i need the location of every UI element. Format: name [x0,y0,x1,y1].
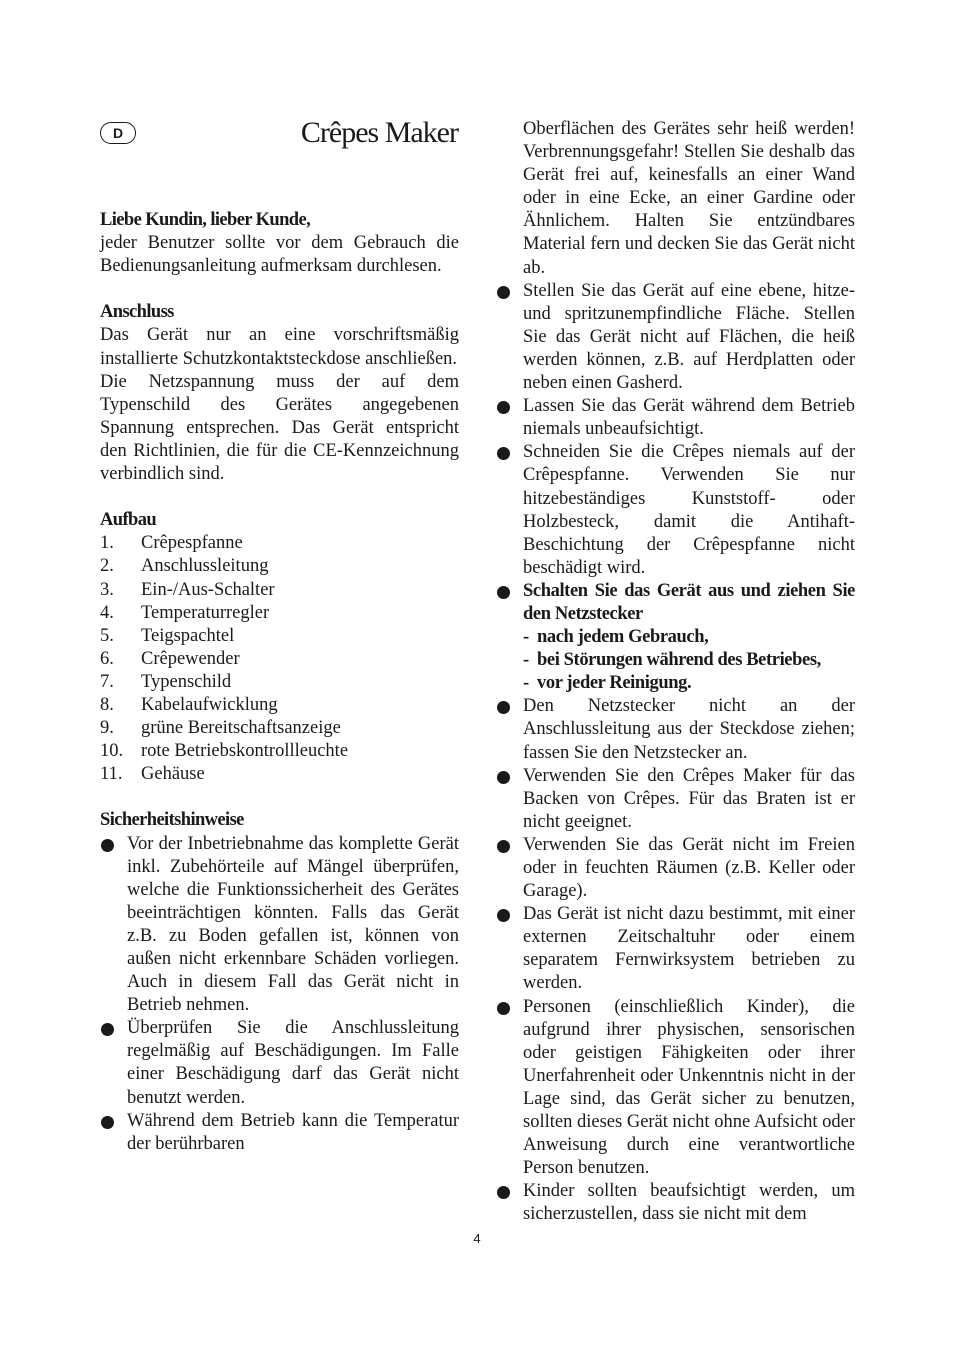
safety-item-unplug [496,580,855,695]
safety-item: Schneiden Sie die Crêpes niemals auf der Crêpespfanne. Verwenden Sie nur hitzebeständiges Kunststoff- oder Holzbesteck, damit die Antihaft-Beschichtung der Crêpespfanne nicht beschädigt wird. [496,441,855,580]
safety-list-continued [496,118,855,1227]
left-column [100,209,459,1156]
anschluss-paragraph: Die Netzspannung muss der auf dem Typenschild des Gerätes angegebenen Spannung entsprechen. Das Gerät entspricht den Richtlinien, die für die CE-Kennzeichnung verbindlich sind. [100,371,459,485]
page-number: 4 [473,1231,481,1246]
unplug-subitem: - vor jeder Reinigung. [523,673,692,694]
safety-item: Vor der Inbetriebnahme das komplette Gerät inkl. Zubehörteile auf Mängel überprüfen, welche die Funktionssicherheit des Gerätes beeinträchtigen könnten. Falls das Gerät z.B. zu Boden gefallen ist, können von außen nicht erkennbare Schäden vorliegen. Auch in diesem Fall das Gerät nicht in Betrieb nehmen. [100,833,459,1018]
parts-list-item: 1. Crêpespfanne [100,533,243,554]
parts-list-item: 2. Anschlussleitung [100,556,269,577]
safety-item: Den Netzstecker nicht an der Anschlussleitung aus der Steckdose ziehen; fassen Sie den Netzstecker an. [496,695,855,764]
anschluss-heading: Anschluss [100,302,174,323]
safety-item: Personen (einschließlich Kinder), die aufgrund ihrer physischen, sensorischen oder geistigen Fähigkeiten oder ihrer Unerfahrenheit oder Unkenntnis nicht in der Lage sind, das Gerät sicher zu benutzen, sollten dieses Gerät nicht ohne Aufsicht oder Anweisung durch eine verantwortliche Person benutzen. [496,996,855,1181]
safety-item: Das Gerät ist nicht dazu bestimmt, mit einer externen Zeitschaltuhr oder einem separatem Fernwirksystem betrieben zu werden. [496,903,855,995]
parts-list-item: 9. grüne Bereitschaftsanzeige [100,718,341,739]
greeting-heading: Liebe Kundin, lieber Kunde, [100,210,311,230]
parts-list-item: 8. Kabelaufwicklung [100,694,278,715]
parts-list-item: 3. Ein-/Aus-Schalter [100,579,275,600]
greeting-text: jeder Benutzer sollte vor dem Gebrauch die Bedienungsanleitung aufmerksam durchlesen. [100,233,459,277]
page-title: Crêpes Maker [300,116,458,149]
safety-item: Während dem Betrieb kann die Temperatur der berührbaren [100,1110,459,1156]
safety-heading: Sicherheitshinweise [100,810,244,831]
safety-item: Verwenden Sie den Crêpes Maker für das Backen von Crêpes. Für das Braten ist er nicht geeignet. [496,765,855,834]
parts-list-item: 4. Temperaturregler [100,602,270,623]
safety-item: Lassen Sie das Gerät während dem Betrieb niemals unbeaufsichtigt. [496,395,855,441]
anschluss-paragraph: Das Gerät nur an eine vorschriftsmäßig installierte Schutzkontaktsteckdose anschließen. [100,325,459,369]
right-column [496,118,855,1227]
safety-item: Stellen Sie das Gerät auf eine ebene, hitze- und spritzunempfindliche Fläche. Stellen Sie das Gerät nicht auf Flächen, die heiß werden können, z.B. auf Herdplatten oder neben einen Gasherd. [496,280,855,395]
parts-list [100,532,459,786]
safety-list [100,833,459,1156]
parts-list-item: 11. Gehäuse [100,764,205,785]
language-badge: D [100,122,136,144]
parts-list-item: 6. Crêpewender [100,648,240,669]
unplug-lead: Schalten Sie das Gerät aus und ziehen Sie den Netzstecker [523,580,855,624]
parts-list-item: 5. Teigspachtel [100,625,235,646]
safety-item: Verwenden Sie das Gerät nicht im Freien oder in feuchten Räumen (z.B. Keller oder Garage). [496,834,855,903]
safety-item: Überprüfen Sie die Anschlussleitung regelmäßig auf Beschädigungen. Im Falle einer Beschädigung darf das Gerät nicht benutzt werden. [100,1017,459,1109]
parts-list-item: 7. Typenschild [100,671,232,692]
aufbau-heading: Aufbau [100,510,157,531]
safety-item: Kinder sollten beaufsichtigt werden, um sicherzustellen, dass sie nicht mit dem [496,1180,855,1226]
parts-list-item: 10. rote Betriebskontrollleuchte [100,741,349,762]
unplug-subitem: - nach jedem Gebrauch, [523,627,709,648]
unplug-subitem: - bei Störungen während des Betriebes, [523,650,821,671]
safety-item-continuation: Oberflächen des Gerätes sehr heiß werden! Verbrennungsgefahr! Stellen Sie deshalb das Gerät frei auf, keinesfalls an einer Wand oder in eine Ecke, an einer Gardine oder Ähnlichem. Halten Sie entzündbares Material fern und decken Sie das Gerät nicht ab. [523,119,855,278]
